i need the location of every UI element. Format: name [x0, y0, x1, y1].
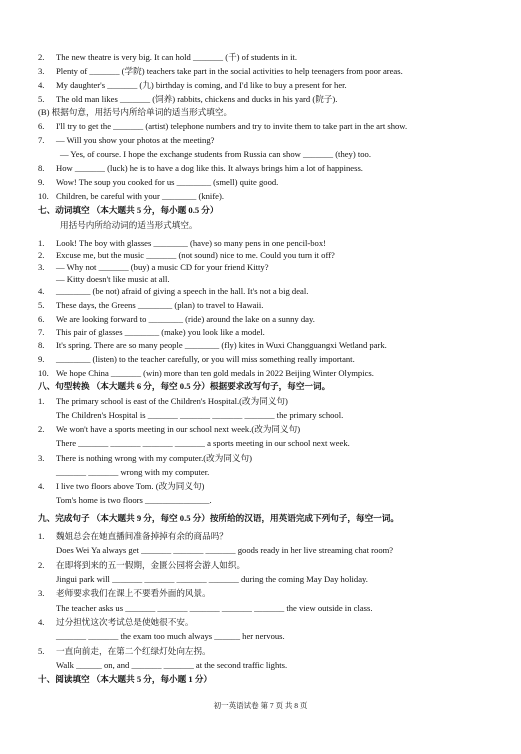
- question-number: 3.: [38, 262, 45, 272]
- answer-line: [0, 273, 521, 285]
- question-line: [0, 176, 521, 188]
- question-line: [0, 285, 521, 297]
- question-number: 10.: [38, 368, 49, 378]
- question-number: 1.: [38, 396, 45, 406]
- answer-sentence: _______ _______ wrong with my computer.: [56, 467, 210, 477]
- answer-line: [0, 630, 521, 642]
- answer-sentence: Walk ______ on, and _______ _______ at the second traffic lights.: [56, 660, 288, 670]
- question-line: [0, 51, 521, 63]
- question-line: [0, 367, 521, 379]
- question-text: My daughter's _______ (九) birthday is coming, and I'd like to buy a present for her.: [56, 80, 347, 90]
- question-text: The old man likes _______ (饲养) rabbits, chickens and ducks in his yard (院子).: [56, 94, 338, 104]
- question-text: Children, be careful with your ________ (knife).: [56, 191, 225, 201]
- question-number: 3.: [38, 588, 45, 598]
- section-heading: [0, 673, 521, 685]
- question-number: 4.: [38, 80, 45, 90]
- question-text: We are looking forward to ________ (ride) around the lake on a sunny day.: [56, 314, 315, 324]
- answer-sentence: There _______ _______ _______ _______ a sports meeting in our school next week.: [56, 438, 350, 448]
- question-number: 8.: [38, 340, 45, 350]
- section-title: 九、完成句子 （本大题共 9 分，每空 0.5 分）按所给的汉语，用英语完成下列句子，每空一词。: [38, 513, 399, 523]
- question-text: — Why not _______ (buy) a music CD for your friend Kitty?: [56, 262, 269, 272]
- question-text: 老师要求我们在课上不要看外面的风景。: [56, 588, 211, 598]
- question-number: 1.: [38, 531, 45, 541]
- question-text: This pair of glasses ________ (make) you look like a model.: [56, 327, 265, 337]
- question-line: [0, 162, 521, 174]
- question-line: [0, 395, 521, 407]
- section-title: 七、动词填空 （本大题共 5 分，每小题 0.5 分）: [38, 205, 219, 215]
- question-text: — Yes, of course. I hope the exchange students from Russia can show _______ (they) too.: [60, 149, 371, 159]
- question-number: 9.: [38, 354, 45, 364]
- question-line: [0, 134, 521, 146]
- question-line: [0, 237, 521, 249]
- answer-sentence: Does Wei Ya always get _______ _______ _______ goods ready in her live streaming chat room?: [56, 545, 394, 555]
- question-line: [0, 423, 521, 435]
- question-text: I'll try to get the _______ (artist) telephone numbers and try to invite them to take part in the art show.: [56, 121, 408, 131]
- question-number: 6.: [38, 314, 45, 324]
- question-line: [0, 452, 521, 464]
- question-text: 过分担忧这次考试总是使她很不安。: [56, 617, 194, 627]
- question-number: 7.: [38, 327, 45, 337]
- question-line: [0, 120, 521, 132]
- question-text: 一直向前走，在第二个红绿灯处向左拐。: [56, 646, 211, 656]
- footer-text: 初一英语试卷 第 7 页 共 8 页: [213, 701, 308, 710]
- section-heading: [0, 106, 521, 118]
- question-line: [0, 616, 521, 628]
- question-number: 2.: [38, 52, 45, 62]
- answer-line: [0, 148, 521, 160]
- answer-sentence: _______ _______ the exam too much always ______ her nervous.: [56, 631, 285, 641]
- question-number: 1.: [38, 238, 45, 248]
- answer-line: [0, 602, 521, 614]
- question-number: 2.: [38, 250, 45, 260]
- section-title: 十、阅读填空 （本大题共 5 分，每小题 1 分）: [38, 674, 213, 684]
- question-number: 6.: [38, 121, 45, 131]
- answer-line: [0, 544, 521, 556]
- answer-line: [0, 466, 521, 478]
- question-line: [0, 313, 521, 325]
- answer-sentence: Jingui park will _______ _______ _______ _______ during the coming May Day holiday.: [56, 574, 368, 584]
- question-line: [0, 261, 521, 273]
- answer-sentence: The teacher asks us _______ _______ _______ _______ _______ the view outside in class.: [56, 603, 373, 613]
- section-instruction: (B) 根据句意，用括号内所给单词的适当形式填空。: [38, 107, 233, 117]
- question-text: The primary school is east of the Children's Hospital.(改为同义句): [56, 396, 288, 406]
- answer-line: [0, 659, 521, 671]
- question-line: [0, 530, 521, 542]
- section-instruction: 用括号内所给动词的适当形式填空。: [60, 220, 198, 230]
- question-text: ________ (listen) to the teacher carefully, or you will miss something really important.: [56, 354, 355, 364]
- page-footer: [0, 700, 521, 712]
- question-number: 7.: [38, 135, 45, 145]
- question-text: We hope China _______ (win) more than ten gold medals in 2022 Beijing Winter Olympics.: [56, 368, 374, 378]
- question-number: 2.: [38, 560, 45, 570]
- question-number: 5.: [38, 646, 45, 656]
- section-instruction-line: [0, 219, 521, 231]
- question-line: [0, 79, 521, 91]
- question-line: [0, 353, 521, 365]
- section-heading: [0, 204, 521, 216]
- question-line: [0, 559, 521, 571]
- question-line: [0, 645, 521, 657]
- question-line: [0, 326, 521, 338]
- section-title: 八、句型转换 （本大题共 6 分，每空 0.5 分）根据要求改写句子，每空一词。: [38, 381, 331, 391]
- question-text: These days, the Greens ________ (plan) to travel to Hawaii.: [56, 300, 264, 310]
- question-number: 4.: [38, 481, 45, 491]
- question-text: There is nothing wrong with my computer.(改为同义句): [56, 453, 252, 463]
- question-number: 4.: [38, 286, 45, 296]
- question-line: [0, 480, 521, 492]
- question-text: Excuse me, but the music _______ (not sound) nice to me. Could you turn it off?: [56, 250, 335, 260]
- question-line: [0, 93, 521, 105]
- question-number: 3.: [38, 66, 45, 76]
- question-number: 5.: [38, 94, 45, 104]
- question-number: 8.: [38, 163, 45, 173]
- question-text: How _______ (luck) he is to have a dog like this. It always brings him a lot of happiness.: [56, 163, 363, 173]
- question-line: [0, 249, 521, 261]
- question-line: [0, 339, 521, 351]
- question-line: [0, 190, 521, 202]
- answer-line: [0, 409, 521, 421]
- question-number: 5.: [38, 300, 45, 310]
- answer-line: [0, 437, 521, 449]
- question-text: ________ (be not) afraid of giving a speech in the hall. It's not a big deal.: [56, 286, 309, 296]
- question-text: It's spring. There are so many people ________ (fly) kites in Wuxi Changguangxi Wetland park.: [56, 340, 387, 350]
- question-number: 3.: [38, 453, 45, 463]
- question-text: Plenty of _______ (学院) teachers take part in the social activities to help teenagers from poor areas.: [56, 66, 403, 76]
- question-line: [0, 587, 521, 599]
- section-heading: [0, 512, 521, 524]
- question-line: [0, 299, 521, 311]
- question-text: Wow! The soup you cooked for us ________ (smell) quite good.: [56, 177, 279, 187]
- question-text: The new theatre is very big. It can hold _______ (千) of students in it.: [56, 52, 298, 62]
- question-number: 2.: [38, 424, 45, 434]
- question-number: 4.: [38, 617, 45, 627]
- answer-line: [0, 494, 521, 506]
- question-number: 9.: [38, 177, 45, 187]
- question-text: — Will you show your photos at the meeting?: [56, 135, 215, 145]
- question-text: We won't have a sports meeting in our school next week.(改为同义句): [56, 424, 301, 434]
- answer-sentence: Tom's home is two floors _______________.: [56, 495, 212, 505]
- question-number: 10.: [38, 191, 49, 201]
- section-heading: [0, 380, 521, 392]
- answer-sentence: The Children's Hospital is _______ _______ _______ _______ the primary school.: [56, 410, 344, 420]
- question-text: I live two floors above Tom. (改为同义句): [56, 481, 205, 491]
- question-text: 在即将到来的五一假期，金匮公园将会游人如织。: [56, 560, 246, 570]
- question-text: Look! The boy with glasses ________ (have) so many pens in one pencil-box!: [56, 238, 327, 248]
- question-line: [0, 65, 521, 77]
- answer-line: [0, 573, 521, 585]
- question-text: — Kitty doesn't like music at all.: [56, 274, 170, 284]
- question-text: 魏姐总会在她直播间准备掉掉有余的商品吗？: [56, 531, 228, 541]
